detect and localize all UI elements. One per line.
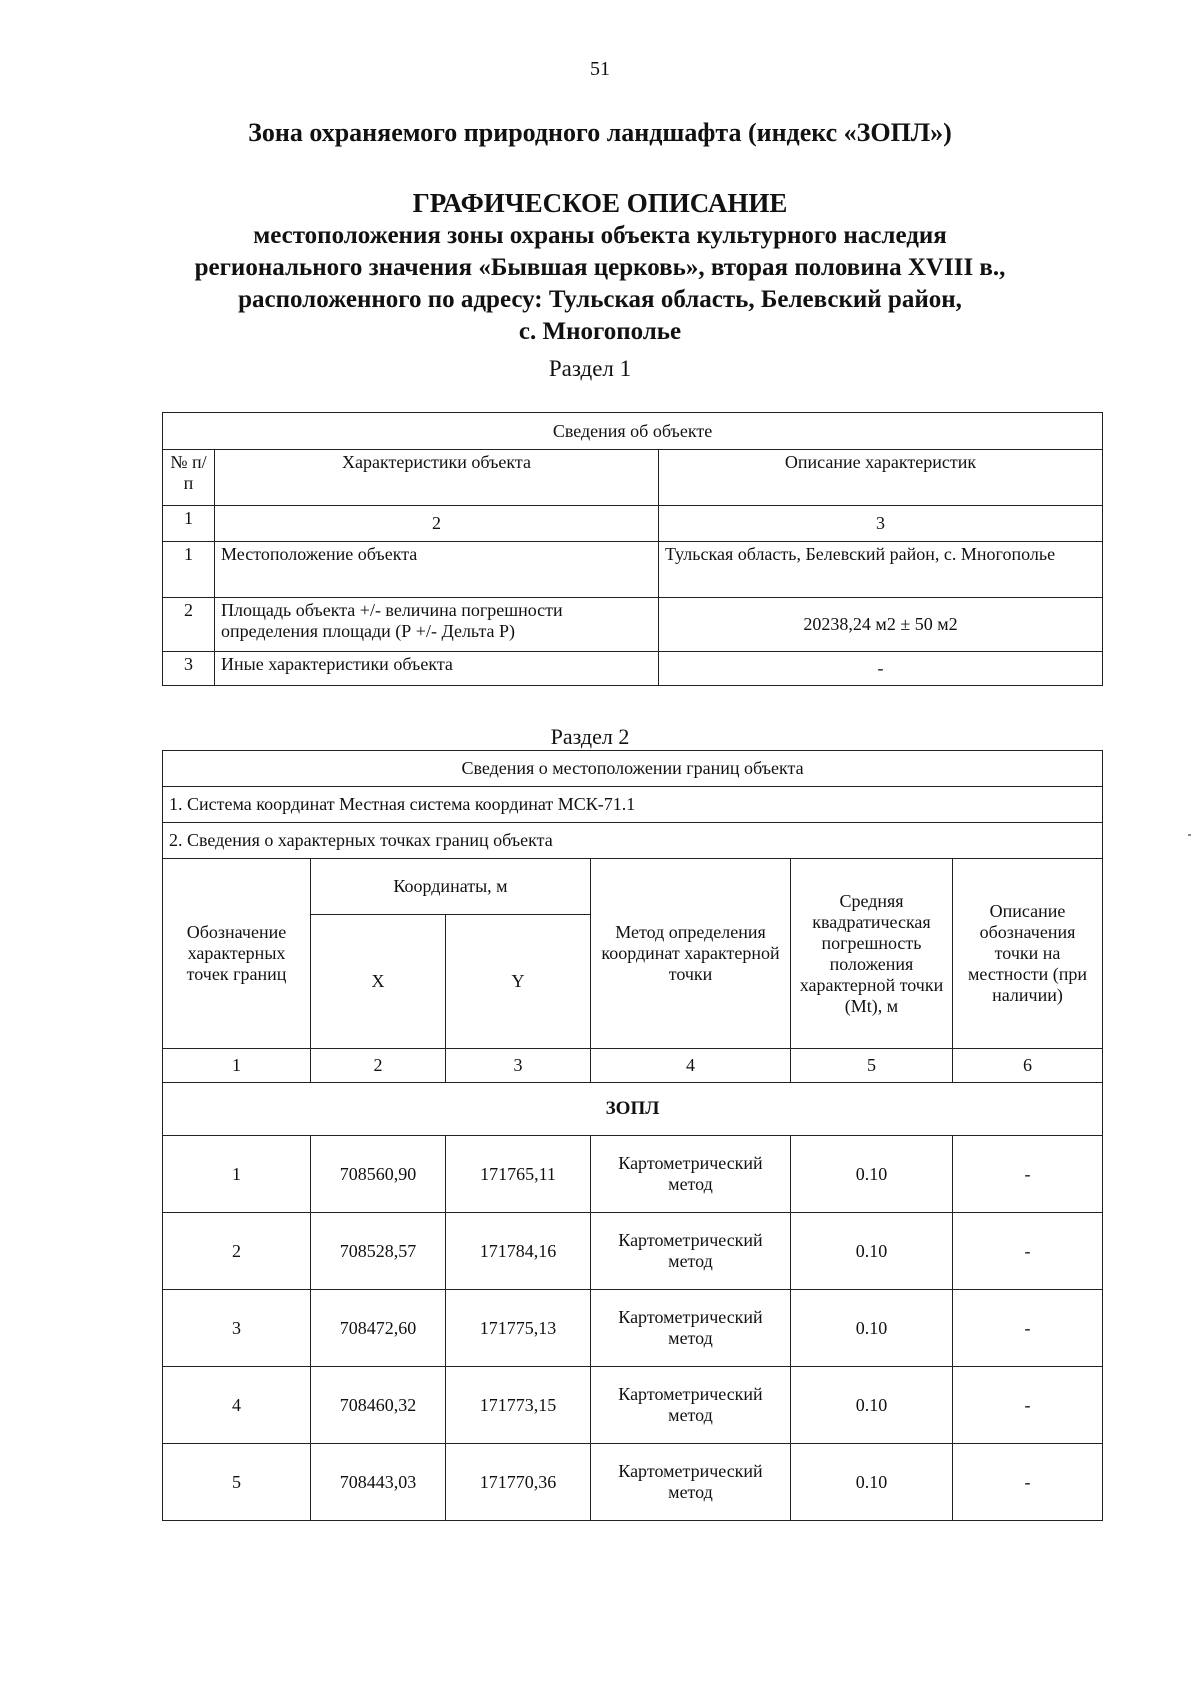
subtitle-line: регионального значения «Бывшая церковь», вторая половина XVIII в., [194, 254, 1006, 281]
point-y: 171773,15 [446, 1367, 591, 1444]
table-caption: Сведения о местоположении границ объекта [163, 751, 1103, 787]
section1-title: Раздел 1 [548, 356, 632, 381]
characteristic-name: Местоположение объекта [215, 542, 659, 598]
point-method: Картометрический метод [591, 1136, 791, 1213]
column-number: 3 [446, 1049, 591, 1083]
column-header: Характеристики объекта [215, 450, 659, 506]
coordinate-system: 1. Система координат Местная система координат МСК-71.1 [163, 787, 1103, 823]
y-header: Y [446, 915, 591, 1049]
point-method: Картометрический метод [591, 1213, 791, 1290]
characteristic-name: Площадь объекта +/- величина погрешности определения площади (Р +/- Дельта Р) [215, 598, 659, 652]
subtitle-line: расположенного по адресу: Тульская область, Белевский район, [238, 286, 962, 313]
table-row [163, 1290, 1103, 1367]
row-number: 1 [163, 542, 215, 598]
zone-title: Зона охраняемого природного ландшафта (индекс «ЗОПЛ») [248, 118, 952, 147]
error-header: Средняя квадратическая погрешность положения характерной точки (Mt), м [791, 859, 953, 1049]
section2-title: Раздел 2 [550, 724, 630, 749]
row-number: 2 [163, 598, 215, 652]
characteristic-value: 20238,24 м2 ± 50 м2 [659, 598, 1103, 652]
point-mt: 0.10 [791, 1213, 953, 1290]
subtitle-line: местоположения зоны охраны объекта культурного наследия [253, 222, 947, 249]
description-header: Описание обозначения точки на местности (при наличии) [953, 859, 1103, 1049]
scan-mark [1188, 834, 1191, 836]
boundary-points-table [162, 750, 1103, 1521]
column-number: 4 [591, 1049, 791, 1083]
column-number: 5 [791, 1049, 953, 1083]
point-mt: 0.10 [791, 1290, 953, 1367]
point-y: 171775,13 [446, 1290, 591, 1367]
point-id: 3 [163, 1290, 311, 1367]
point-id: 4 [163, 1367, 311, 1444]
point-x: 708528,57 [311, 1213, 446, 1290]
point-mt: 0.10 [791, 1367, 953, 1444]
point-description: - [953, 1213, 1103, 1290]
characteristic-value: Тульская область, Белевский район, с. Многополье [659, 542, 1103, 598]
point-id: 2 [163, 1213, 311, 1290]
column-number: 6 [953, 1049, 1103, 1083]
point-x: 708560,90 [311, 1136, 446, 1213]
column-number: 1 [163, 506, 215, 542]
subtitle-line: с. Многополье [518, 318, 682, 345]
point-mt: 0.10 [791, 1444, 953, 1521]
point-method: Картометрический метод [591, 1367, 791, 1444]
characteristic-name: Иные характеристики объекта [215, 652, 659, 686]
x-header: X [311, 915, 446, 1049]
point-x: 708460,32 [311, 1367, 446, 1444]
document-heading [100, 186, 1100, 348]
point-description: - [953, 1290, 1103, 1367]
point-description: - [953, 1444, 1103, 1521]
table-caption: Сведения об объекте [163, 413, 1103, 450]
points-caption: 2. Сведения о характерных точках границ объекта [163, 823, 1103, 859]
point-method: Картометрический метод [591, 1290, 791, 1367]
column-number: 2 [215, 506, 659, 542]
column-number: 2 [311, 1049, 446, 1083]
column-number: 3 [659, 506, 1103, 542]
table-row [163, 1444, 1103, 1521]
method-header: Метод определения координат характерной точки [591, 859, 791, 1049]
row-number: 3 [163, 652, 215, 686]
column-header: № п/п [163, 450, 215, 506]
table-row [163, 1136, 1103, 1213]
table-row [163, 1367, 1103, 1444]
coordinates-header: Координаты, м [311, 859, 591, 915]
point-method: Картометрический метод [591, 1444, 791, 1521]
point-mt: 0.10 [791, 1136, 953, 1213]
designation-header: Обозначение характерных точек границ [163, 859, 311, 1049]
main-title: ГРАФИЧЕСКОЕ ОПИСАНИЕ [412, 188, 788, 218]
object-info-table [162, 412, 1103, 686]
point-x: 708472,60 [311, 1290, 446, 1367]
point-description: - [953, 1136, 1103, 1213]
point-description: - [953, 1367, 1103, 1444]
column-number: 1 [163, 1049, 311, 1083]
point-id: 1 [163, 1136, 311, 1213]
point-y: 171765,11 [446, 1136, 591, 1213]
point-y: 171770,36 [446, 1444, 591, 1521]
point-x: 708443,03 [311, 1444, 446, 1521]
characteristic-value: - [659, 652, 1103, 686]
column-header: Описание характеристик [659, 450, 1103, 506]
zone-label: ЗОПЛ [163, 1083, 1103, 1136]
table-row [163, 1213, 1103, 1290]
point-y: 171784,16 [446, 1213, 591, 1290]
point-id: 5 [163, 1444, 311, 1521]
page-number: 51 [590, 58, 610, 80]
